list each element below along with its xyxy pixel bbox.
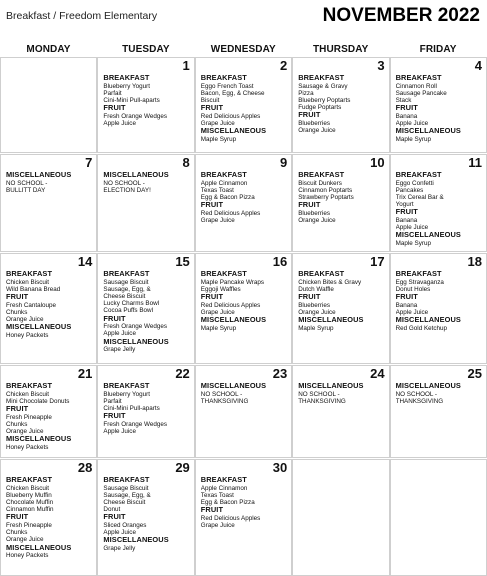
menu-items: [201, 382, 288, 405]
menu-item: Apple Juice: [395, 308, 429, 316]
day-cell-30: [195, 459, 292, 576]
menu-item: Sausage Pancake: [395, 89, 447, 97]
menu-section-miscellaneous: MISCELLANEOUS: [298, 382, 364, 390]
day-cell-11: [390, 154, 487, 252]
menu-section-breakfast: BREAKFAST: [200, 171, 247, 179]
menu-item: Bacon, Egg, & Cheese: [200, 89, 265, 97]
menu-item: Grape Juice: [200, 120, 235, 127]
menu-item: Egg & Bacon Pizza: [200, 499, 255, 506]
menu-item: Orange Juice: [298, 127, 336, 135]
menu-section-miscellaneous: MISCELLANEOUS: [395, 231, 461, 240]
menu-section-fruit: FRUIT: [6, 513, 29, 522]
menu-section-fruit: FRUIT: [103, 104, 126, 113]
menu-item: Wild Banana Bread: [6, 285, 61, 293]
weekday-tuesday: TUESDAY: [122, 44, 170, 55]
menu-item: Apple Juice: [103, 120, 136, 127]
menu-item: Cheese Biscuit: [103, 293, 146, 300]
day-number: 10: [370, 155, 385, 170]
menu-item: Maple Syrup: [298, 324, 334, 332]
menu-item: Donut Holes: [395, 285, 431, 293]
menu-item: Blueberry Yogurt: [103, 390, 150, 398]
menu-section-fruit: FRUIT: [6, 293, 29, 301]
menu-section-miscellaneous: MISCELLANEOUS: [103, 337, 169, 346]
menu-item: Banana: [395, 217, 418, 224]
menu-item: Red Gold Ketchup: [395, 324, 448, 332]
menu-items: [298, 270, 385, 332]
menu-section-fruit: FRUIT: [103, 412, 126, 421]
day-number: 14: [77, 254, 93, 269]
menu-item: Apple Cinnamon: [200, 484, 248, 492]
menu-item: Eggo Confetti: [395, 179, 434, 187]
menu-item: Blueberries: [298, 209, 331, 217]
menu-item: Fresh Pineapple: [6, 522, 52, 529]
menu-section-miscellaneous: MISCELLANEOUS: [395, 127, 461, 136]
day-number: 7: [85, 155, 93, 170]
menu-item: Red Delicious Apples: [200, 209, 261, 217]
menu-items: [396, 74, 483, 143]
menu-section-miscellaneous: MISCELLANEOUS: [6, 171, 72, 179]
menu-item: Red Delicious Apples: [200, 514, 261, 522]
empty-day-cell: [292, 459, 389, 576]
menu-item: Sausage & Gravy: [298, 82, 348, 90]
menu-items: [298, 74, 385, 134]
menu-item: Red Delicious Apples: [200, 112, 261, 120]
menu-item: Texas Toast: [200, 186, 234, 194]
menu-items: [103, 476, 190, 552]
menu-section-breakfast: BREAKFAST: [103, 74, 150, 82]
menu-item: Maple Syrup: [200, 135, 237, 143]
menu-item: Cinnamon Poptarts: [298, 186, 353, 194]
menu-item: Orange Juice: [298, 217, 336, 224]
menu-item: Orange Juice: [6, 428, 44, 435]
day-number: 1: [182, 58, 190, 73]
menu-section-breakfast: BREAKFAST: [395, 171, 442, 179]
menu-item: Cini-Mini Pull-aparts: [103, 405, 160, 412]
menu-item: Orange Juice: [6, 316, 44, 323]
menu-item: Biscuit: [200, 97, 220, 104]
menu-item: Fudge Poptarts: [298, 104, 342, 112]
day-number: 11: [468, 155, 482, 170]
menu-item: Honey Packets: [6, 331, 49, 339]
menu-item: Fresh Cantaloupe: [6, 301, 57, 309]
menu-items: [201, 171, 288, 224]
menu-item: Cocoa Puffs Bowl: [103, 307, 153, 315]
day-cell-16: [195, 253, 292, 364]
day-cell-2: [195, 57, 292, 153]
menu-item: Grape Juice: [200, 522, 235, 529]
menu-item: Trix Cereal Bar &: [395, 194, 444, 201]
menu-item: Apple Juice: [103, 529, 136, 537]
menu-item: Maple Syrup: [200, 324, 237, 332]
day-cell-24: [292, 365, 389, 458]
day-number: 21: [77, 366, 93, 381]
day-cell-21: [0, 365, 97, 458]
menu-item: Fresh Orange Wedges: [103, 323, 167, 331]
day-cell-7: [0, 154, 97, 252]
menu-section-breakfast: BREAKFAST: [103, 476, 150, 484]
menu-item: Egg & Bacon Pizza: [200, 194, 255, 201]
menu-item: Apple Juice: [103, 330, 136, 338]
menu-item: Orange Juice: [298, 308, 336, 316]
menu-item: Banana: [395, 301, 418, 309]
menu-items: [6, 382, 93, 451]
menu-items: [396, 382, 483, 405]
day-cell-23: [195, 365, 292, 458]
menu-item: ELECTION DAY!: [103, 186, 151, 194]
day-number: 29: [175, 460, 190, 475]
menu-section-breakfast: BREAKFAST: [103, 270, 150, 278]
menu-item: NO SCHOOL -: [298, 390, 340, 398]
menu-item: Blueberries: [298, 120, 331, 127]
menu-item: Apple Juice: [103, 428, 136, 435]
day-cell-17: [292, 253, 389, 364]
menu-item: Blueberry Poptarts: [298, 97, 351, 104]
menu-items: [103, 382, 190, 435]
menu-item: Blueberry Muffin: [6, 491, 52, 499]
menu-section-fruit: FRUIT: [200, 506, 224, 515]
menu-item: Grape Juice: [200, 217, 235, 224]
day-number: 15: [175, 254, 190, 269]
menu-section-fruit: FRUIT: [200, 293, 224, 301]
menu-items: [6, 270, 93, 339]
menu-item: Stack: [395, 97, 412, 104]
menu-item: Chocolate Muffin: [6, 499, 54, 506]
menu-section-miscellaneous: MISCELLANEOUS: [103, 536, 169, 545]
menu-item: Pancakes: [395, 186, 424, 194]
day-cell-29: [97, 459, 194, 576]
calendar-header: [0, 0, 487, 34]
menu-items: [396, 270, 483, 332]
menu-section-miscellaneous: MISCELLANEOUS: [200, 316, 267, 324]
menu-item: Apple Juice: [395, 120, 429, 127]
menu-item: Sliced Oranges: [103, 522, 147, 529]
menu-section-fruit: FRUIT: [103, 314, 126, 323]
day-cell-9: [195, 154, 292, 252]
menu-item: Apple Juice: [395, 224, 429, 232]
menu-section-miscellaneous: MISCELLANEOUS: [6, 435, 72, 444]
day-number: 8: [182, 155, 190, 170]
empty-day-cell: [390, 459, 487, 576]
weekday-thursday: THURSDAY: [312, 44, 369, 55]
menu-section-fruit: FRUIT: [395, 208, 418, 217]
weekday-wednesday: WEDNESDAY: [210, 44, 276, 55]
menu-section-breakfast: BREAKFAST: [103, 382, 150, 390]
menu-item: Maple Syrup: [395, 240, 431, 247]
menu-item: THANKSGIVING: [298, 397, 346, 405]
menu-section-breakfast: BREAKFAST: [200, 74, 247, 82]
menu-section-fruit: FRUIT: [298, 111, 321, 120]
menu-item: THANKSGIVING: [200, 397, 249, 405]
day-number: 25: [467, 366, 482, 381]
day-cell-18: [390, 253, 487, 364]
day-cell-4: [390, 57, 487, 153]
menu-items: [201, 74, 288, 143]
day-number: 17: [370, 254, 385, 269]
menu-item: Honey Packets: [6, 552, 49, 560]
day-cell-3: [292, 57, 389, 153]
menu-items: [103, 270, 190, 353]
day-cell-8: [97, 154, 194, 252]
empty-day-cell: [0, 57, 97, 153]
day-number: 30: [272, 460, 288, 475]
calendar-grid: [0, 57, 487, 576]
menu-section-fruit: FRUIT: [103, 513, 126, 522]
weekday-monday: MONDAY: [26, 44, 71, 55]
menu-item: NO SCHOOL -: [6, 179, 48, 187]
menu-section-fruit: FRUIT: [298, 293, 321, 301]
menu-item: BULLITT DAY: [6, 186, 46, 194]
day-number: 18: [467, 254, 482, 269]
day-number: 24: [370, 366, 385, 381]
menu-section-breakfast: BREAKFAST: [200, 270, 247, 278]
menu-section-breakfast: BREAKFAST: [298, 74, 345, 82]
menu-item: Chunks: [6, 308, 28, 316]
menu-item: Orange Juice: [6, 536, 44, 544]
menu-item: Fresh Pineapple: [6, 413, 52, 421]
menu-item: Cinnamon Muffin: [6, 506, 54, 514]
day-cell-15: [97, 253, 194, 364]
menu-item: Red Delicious Apples: [200, 301, 261, 309]
day-cell-22: [97, 365, 194, 458]
menu-section-miscellaneous: MISCELLANEOUS: [200, 382, 267, 390]
menu-item: Fresh Orange Wedges: [103, 420, 167, 428]
menu-item: Maple Syrup: [395, 135, 431, 143]
menu-subtitle: Breakfast / Freedom Elementary: [6, 10, 158, 22]
menu-item: Blueberry Yogurt: [103, 82, 150, 90]
menu-section-breakfast: BREAKFAST: [395, 270, 442, 278]
menu-item: Parfait: [103, 89, 122, 97]
menu-item: Blueberries: [298, 301, 331, 309]
menu-section-breakfast: BREAKFAST: [298, 270, 345, 278]
menu-item: THANKSGIVING: [395, 397, 444, 405]
day-cell-25: [390, 365, 487, 458]
menu-section-fruit: FRUIT: [6, 405, 29, 413]
menu-section-fruit: FRUIT: [395, 293, 418, 301]
menu-section-miscellaneous: MISCELLANEOUS: [395, 382, 461, 390]
menu-item: Maple Pancake Wraps: [200, 278, 265, 286]
menu-item: Yogurt: [395, 201, 414, 209]
day-number: 9: [279, 155, 288, 170]
menu-section-miscellaneous: MISCELLANEOUS: [6, 543, 72, 552]
menu-item: Fresh Orange Wedges: [103, 112, 167, 120]
menu-item: Lucky Charms Bowl: [103, 300, 160, 308]
menu-section-breakfast: BREAKFAST: [298, 171, 345, 179]
menu-items: [103, 74, 190, 127]
menu-items: [201, 476, 288, 529]
menu-item: Banana: [395, 112, 418, 120]
menu-items: [103, 171, 190, 194]
menu-item: Sausage Biscuit: [103, 278, 149, 286]
menu-item: Eggo French Toast: [200, 82, 254, 90]
day-number: 22: [175, 366, 190, 381]
menu-items: [6, 476, 93, 559]
menu-items: [396, 171, 483, 247]
day-cell-28: [0, 459, 97, 576]
menu-section-breakfast: BREAKFAST: [395, 74, 442, 82]
day-number: 23: [272, 366, 288, 381]
menu-items: [298, 382, 385, 405]
menu-item: Cinnamon Roll: [395, 82, 437, 90]
menu-items: [6, 171, 93, 194]
menu-section-breakfast: BREAKFAST: [6, 270, 53, 278]
menu-item: Cini-Mini Pull-aparts: [103, 97, 160, 104]
menu-item: Honey Packets: [6, 443, 49, 451]
menu-section-miscellaneous: MISCELLANEOUS: [200, 127, 267, 136]
menu-item: Chicken Biscuit: [6, 278, 50, 286]
month-title: NOVEMBER 2022: [322, 5, 480, 26]
menu-item: Strawberry Poptarts: [298, 194, 354, 201]
menu-item: Chicken Biscuit: [6, 390, 50, 398]
menu-item: Parfait: [103, 397, 122, 405]
menu-section-fruit: FRUIT: [200, 104, 224, 113]
menu-item: NO SCHOOL -: [395, 390, 437, 398]
menu-item: Egg Stravaganza: [395, 278, 444, 286]
menu-section-fruit: FRUIT: [395, 104, 418, 113]
menu-item: Dutch Waffle: [298, 285, 334, 293]
menu-item: Cheese Biscuit: [103, 499, 146, 506]
menu-item: Mini Chocolate Donuts: [6, 397, 70, 405]
menu-item: Sausage, Egg, &: [103, 285, 151, 293]
day-number: 16: [272, 254, 288, 269]
day-cell-14: [0, 253, 97, 364]
menu-item: Apple Cinnamon: [200, 179, 248, 187]
menu-item: Chunks: [6, 529, 28, 537]
day-number: 4: [474, 58, 482, 73]
menu-item: Biscuit Dunkers: [298, 179, 342, 187]
day-number: 3: [377, 58, 385, 73]
menu-item: Chicken Bites & Gravy: [298, 278, 362, 286]
weekday-header-row: [0, 44, 487, 58]
menu-section-miscellaneous: MISCELLANEOUS: [103, 171, 169, 179]
menu-section-miscellaneous: MISCELLANEOUS: [298, 316, 364, 324]
menu-items: [298, 171, 385, 224]
menu-section-fruit: FRUIT: [200, 201, 224, 210]
menu-item: Chicken Biscuit: [6, 484, 50, 492]
weekday-friday: FRIDAY: [419, 44, 457, 55]
menu-item: Texas Toast: [200, 491, 234, 499]
menu-section-breakfast: BREAKFAST: [6, 382, 53, 390]
menu-item: Pizza: [298, 89, 314, 97]
menu-items: [201, 270, 288, 332]
menu-item: NO SCHOOL -: [200, 390, 243, 398]
menu-item: Sausage, Egg, &: [103, 491, 151, 499]
menu-item: Grape Jelly: [103, 545, 136, 552]
menu-item: Eggoji Waffles: [200, 285, 241, 293]
menu-item: Donut: [103, 506, 121, 514]
menu-section-breakfast: BREAKFAST: [200, 476, 247, 484]
menu-item: NO SCHOOL -: [103, 179, 145, 187]
day-number: 2: [279, 58, 288, 73]
menu-item: Chunks: [6, 420, 28, 428]
day-cell-10: [292, 154, 389, 252]
menu-section-fruit: FRUIT: [298, 201, 321, 210]
day-number: 28: [77, 460, 93, 475]
menu-item: Grape Juice: [200, 308, 235, 316]
menu-item: Sausage Biscuit: [103, 484, 149, 492]
menu-section-breakfast: BREAKFAST: [6, 476, 53, 484]
menu-section-miscellaneous: MISCELLANEOUS: [395, 316, 461, 324]
day-cell-1: [97, 57, 194, 153]
menu-section-miscellaneous: MISCELLANEOUS: [6, 323, 72, 332]
menu-item: Grape Jelly: [103, 346, 136, 354]
